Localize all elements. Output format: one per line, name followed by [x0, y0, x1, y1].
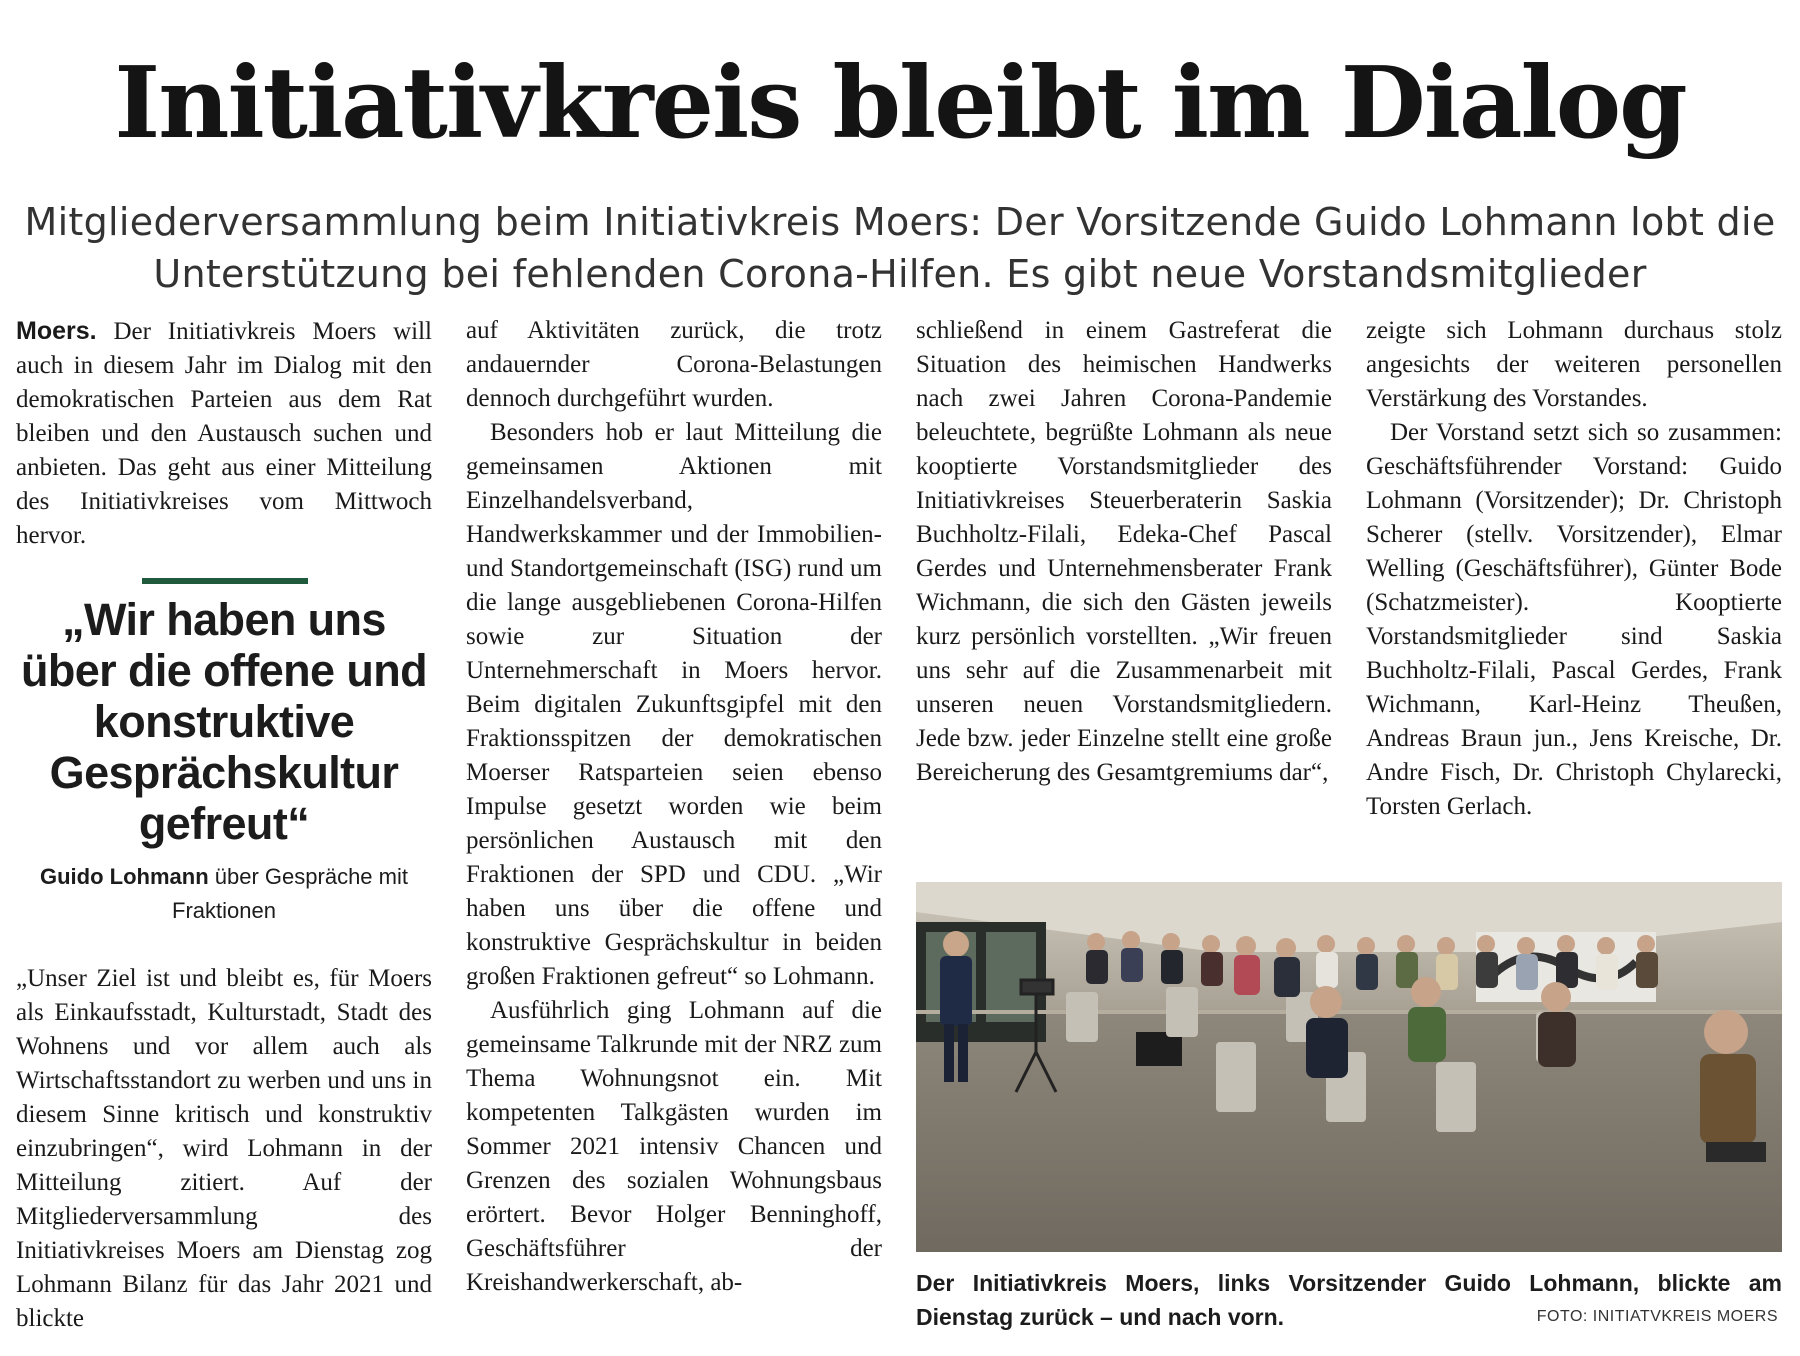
- paragraph: schließend in einem Gastreferat die Situation des heimischen Handwerks nach zwei Jahren Corona-Pandemie beleuchtete, begrüßte Lohmann als neue kooptierte Vorstandsmitglieder des Initiativkreises Steuerberaterin Saskia Buchholtz-Filali, Edeka-Chef Pascal Gerdes und Unternehmensberater Frank Wichmann, die sich den Gästen jeweils kurz persönlich vorstellten. „Wir freuen uns sehr auf die Zusammenarbeit mit unseren neuen Vorstandsmitgliedern. Jede bzw. jeder Einzelne stellt eine große Bereicherung des Gesamtgremiums dar“,: [916, 317, 1332, 786]
- pullquote-text: „Wir haben uns über die offene und konstruktive Gesprächskultur gefreut“: [20, 594, 428, 849]
- paragraph: zeigte sich Lohmann durchaus stolz angesichts der weiteren personellen Verstärkung des Vorstandes.: [1366, 317, 1782, 412]
- column-3: [916, 314, 1332, 790]
- pullquote-credit: [16, 860, 432, 928]
- subheadline-line-2: Unterstützung bei fehlenden Corona-Hilfen. Es gibt neue Vorstandsmitglieder: [153, 252, 1647, 296]
- paragraph-text: Der Initiativkreis Moers will auch in diesem Jahr im Dialog mit den demokratischen Parteien aus dem Rat bleiben und den Austausch suchen und anbieten. Das geht aus einer Mitteilung des Initiativkreises vom Mittwoch hervor.: [16, 318, 433, 549]
- column-2: [466, 314, 882, 1300]
- pullquote-rule: [142, 578, 308, 584]
- column-1-bottom: [16, 962, 432, 1336]
- subheadline: [20, 196, 1780, 300]
- dateline: Moers.: [16, 317, 97, 345]
- column-1-top: [16, 314, 432, 553]
- paragraph: Besonders hob er laut Mitteilung die gemeinsamen Aktionen mit Einzelhandelsverband, Handwerkskammer und der Immobilien- und Standortgemeinschaft (ISG) rund um die lange ausgebliebenen Corona-Hilfen sowie zur Situation der Unternehmerschaft in Moers hervor. Beim digitalen Zukunftsgipfel mit den Fraktionsspitzen der demokratischen Moerser Ratsparteien seien ebenso Impulse gesetzt worden wie beim persönlichen Austausch mit den Fraktionen der SPD und CDU. „Wir haben uns über die offene und konstruktive Gesprächskultur in beiden großen Fraktionen gefreut“ so Lohmann.: [466, 419, 882, 990]
- column-4: [1366, 314, 1782, 824]
- paragraph: [16, 314, 432, 553]
- subheadline-line-1: Mitgliederversammlung beim Initiativkreis Moers: Der Vorsitzende Guido Lohmann lobt die: [24, 200, 1776, 244]
- paragraph: Der Vorstand setzt sich so zusammen: Geschäftsführender Vorstand: Guido Lohmann (Vorsitzender); Dr. Christoph Scherer (stellv. Vorsitzender), Elmar Welling (Geschäftsführer), Günter Bode (Schatzmeister). Kooptierte Vorstandsmitglieder sind Saskia Buchholtz-Filali, Pascal Gerdes, Frank Wichmann, Karl-Heinz Theußen, Andreas Braun jun., Jens Kreische, Dr. Andre Fisch, Dr. Christoph Chylarecki, Torsten Gerlach.: [1366, 419, 1782, 820]
- photo-caption: Der Initiativkreis Moers, links Vorsitzender Guido Lohmann, blickte am Dienstag zurück – und nach vorn.: [916, 1270, 1782, 1330]
- paragraph: Ausführlich ging Lohmann auf die gemeinsame Talkrunde mit der NRZ zum Thema Wohnungsnot ein. Mit kompetenten Talkgästen wurden im Sommer 2021 intensiv Chancen und Grenzen des sozialen Wohnungsbaus erörtert. Bevor Holger Benninghoff, Geschäftsführer der Kreishandwerkerschaft, ab-: [466, 997, 882, 1296]
- meeting-photo-illustration: [916, 882, 1782, 1252]
- article-photo: [916, 882, 1782, 1252]
- headline: Initiativkreis bleibt im Dialog: [114, 46, 1686, 161]
- paragraph: „Unser Ziel ist und bleibt es, für Moers als Einkaufsstadt, Kulturstadt, Stadt des Wohnens und vor allem auch als Wirtschaftsstandort zu werben und uns in diesem Sinne kritisch und konstruktiv einzubringen“, wird Lohmann in der Mitteilung zitiert. Auf der Mitgliederversammlung des Initiativkreises Moers am Dienstag zog Lohmann Bilanz für das Jahr 2021 und blickte: [16, 965, 432, 1332]
- paragraph: auf Aktivitäten zurück, die trotz andauernder Corona-Belastungen dennoch durchgeführt wurden.: [466, 317, 882, 412]
- pullquote-speaker: Guido Lohmann: [40, 864, 209, 889]
- pullquote-context: über Gespräche mit Fraktionen: [172, 864, 408, 923]
- photo-credit: FOTO: INITIATVKREIS MOERS: [1536, 1308, 1778, 1325]
